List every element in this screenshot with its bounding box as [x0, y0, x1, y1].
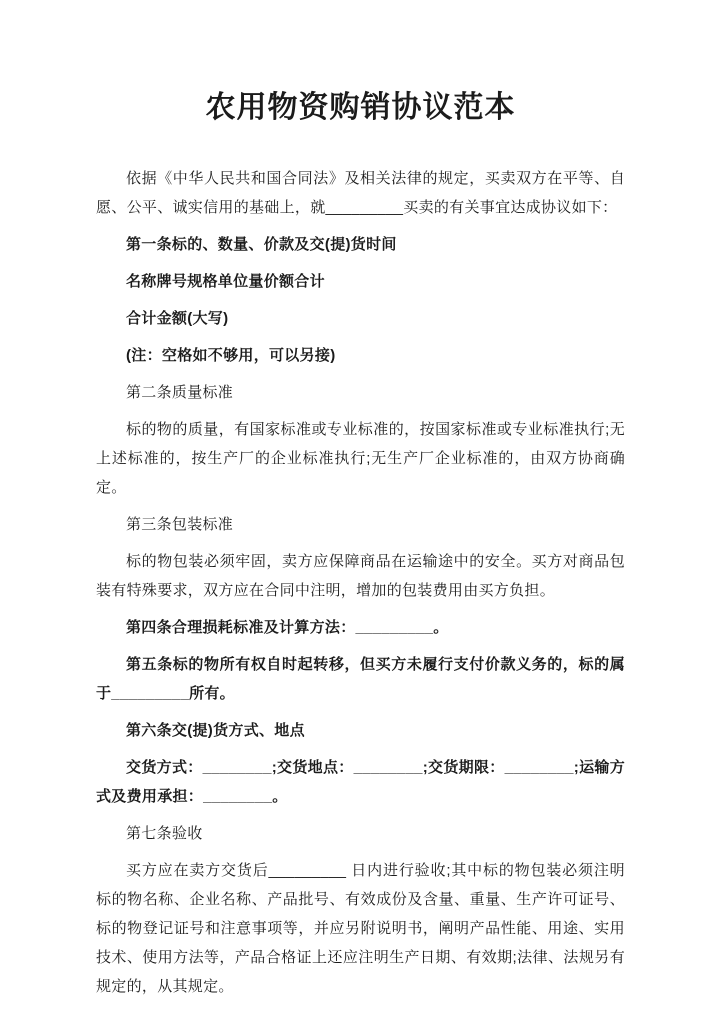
- packaging-paragraph: 标的物包装必须牢固，卖方应保障商品在运输途中的安全。买方对商品包装有特殊要求，双方应在合同中注明，增加的包装费用由买方负担。: [96, 553, 625, 599]
- article-1-heading: 第一条标的、数量、价款及交(提)货时间: [126, 236, 397, 253]
- note-line: (注：空格如不够用，可以另接): [126, 347, 336, 364]
- table-header-line: 名称牌号规格单位量价额合计: [126, 273, 325, 290]
- article-4-line: 第四条合理损耗标准及计算方法：_________。: [126, 619, 449, 636]
- total-amount-line: 合计金额(大写): [126, 310, 229, 327]
- acceptance-paragraph: 买方应在卖方交货后_________ 日内进行验收;其中标的物包装必须注明标的物名称、企业名称、产品批号、有效成份及含量、重量、生产许可证号、标的物登记证号和注意事项等，并应另附说明书，阐明产品性能、用途、实用技术、使用方法等，产品合格证上还应注明生产日期、有效期;法律、法规另有规定的，从其规定。: [96, 862, 625, 995]
- delivery-terms-line: 交货方式：________;交货地点：________;交货期限：________;运输方式及费用承担：________。: [96, 759, 625, 805]
- article-2-heading: 第二条质量标准: [126, 384, 234, 401]
- article-5-paragraph: 第五条标的物所有权自时起转移，但买方未履行支付价款义务的，标的属于_________所有。: [96, 656, 625, 702]
- quality-paragraph: 标的物的质量，有国家标准或专业标准的，按国家标准或专业标准执行;无上述标准的，按生产厂的企业标准执行;无生产厂企业标准的，由双方协商确定。: [96, 421, 625, 496]
- article-7-heading: 第七条验收: [126, 825, 203, 842]
- article-3-heading: 第三条包装标准: [126, 516, 234, 533]
- article-6-heading: 第六条交(提)货方式、地点: [126, 722, 305, 739]
- intro-paragraph: 依据《中华人民共和国合同法》及相关法律的规定，买卖双方在平等、自愿、公平、诚实信用的基础上，就_________买卖的有关事宜达成协议如下：: [96, 170, 625, 216]
- document-title: 农用物资购销协议范本: [205, 91, 516, 124]
